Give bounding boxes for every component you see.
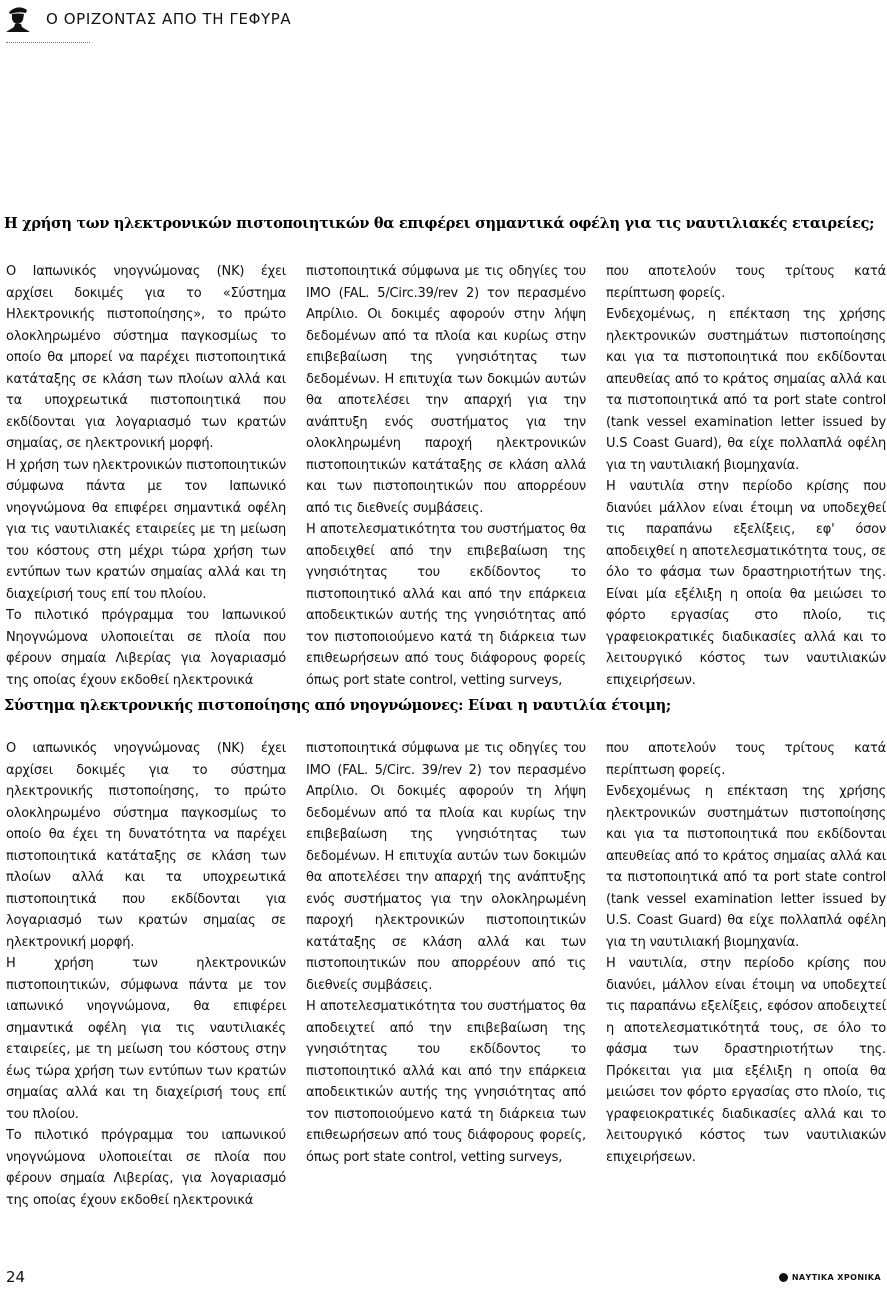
paragraph: Ο ιαπωνικός νηογνώμονας (NK) έχει αρχίσει δοκιμές για το σύστημα ηλεκτρονικής πιστοποίησης, το πρώτο ολοκληρωμένο σύστημα παγκοσμίως το οποίο θα έχει τη δυνατότητα να παρέχει πιστοποιητικά κατάταξης σε κλάση των πλοίων αλλά και τα υποχρεωτικά πιστοποιητικά που εκδίδονται για λογαριασμό των κρατών σημαίας σε ηλεκτρονική μορφή.	[6, 741, 286, 950]
footer-brand	[779, 1273, 881, 1282]
section-1-column-1	[6, 261, 286, 691]
section-1-columns	[6, 261, 886, 691]
section-2-columns	[6, 738, 886, 1211]
paragraph: Το πιλοτικό πρόγραμμα του Ιαπωνικού Νηογνώμονα υλοποιείται σε πλοία που φέρουν σημαία Λιβερίας για λογαριασμό της οποίας έχουν εκδοθεί ηλεκτρονικά	[6, 608, 286, 688]
section-2-column-2	[306, 738, 586, 1211]
captain-silhouette-icon	[6, 5, 30, 33]
paragraph: Η χρήση των ηλεκτρονικών πιστοποιητικών σύμφωνα πάντα με τον Ιαπωνικό νηογνώμονα θα επιφέρει σημαντικά οφέλη για τις ναυτιλιακές εταιρείες με τη μείωση του κόστους στη μέχρι τώρα χρήση των εντύπων των κρατών σημαίας αλλά και τη διαχείρισή τους επί του πλοίου.	[6, 457, 286, 602]
section-2-title: Σύστημα ηλεκτρονικής πιστοποίησης από νηογνώμονες: Είναι η ναυτιλία έτοιμη;	[4, 697, 671, 714]
paragraph: Η αποτελεσματικότητα του συστήματος θα αποδειχτεί από την επιβεβαίωση της γνησιότητας του εκδίδοντος το πιστοποιητικό αλλά και από την επάρκεια αποδεικτικών αυτής της γνησιότητας από τον πιστοποιούμενο κατά τη διάρκεια των επιθεωρήσεων από τους διάφορους φορείς, όπως port state control, vetting surveys,	[306, 999, 586, 1165]
paragraph: Η ναυτιλία στην περίοδο κρίσης που διανύει μάλλον είναι έτοιμη να υποδεχθεί τις παραπάνω εξελίξεις, εφ' όσον αποδειχθεί η αποτελεσματικότητα τους, σε όλο το φάσμα των δραστηριοτήτων της. Είναι μία εξέλιξη η οποία θα μειώσει το φόρτο εργασίας στο πλοίο, τις γραφειοκρατικές διαδικασίες αλλά και το λειτουργικό κόστος των ναυτιλιακών επιχειρήσεων.	[606, 479, 886, 688]
paragraph: Ενδεχομένως η επέκταση της χρήσης ηλεκτρονικών συστημάτων πιστοποίησης και για τα πιστοποιητικά που εκδίδονται απευθείας από το κράτος σημαίας αλλά και τα πιστοποιητικά από τα port state control (tank vessel examination letter issued by U.S. Coast Guard) θα είχε πολλαπλά οφέλη για τη ναυτιλιακή βιομηχανία.	[606, 784, 886, 950]
brand-name: ΝΑΥΤΙΚΑ ΧΡΟΝΙΚΑ	[791, 1273, 881, 1282]
section-2-column-3	[606, 738, 886, 1211]
paragraph: Η αποτελεσματικότητα του συστήματος θα αποδειχθεί από την επιβεβαίωση της γνησιότητας του εκδίδοντος το πιστοποιητικό αλλά και από την επάρκεια αποδεικτικών αυτής της γνησιότητας από τον πιστοποιούμενο κατά τη διάρκεια των επιθεωρήσεων από τους διάφορους φορείς όπως port state control, vetting surveys,	[306, 522, 586, 688]
section-1-column-3	[606, 261, 886, 691]
brand-dot-icon	[779, 1273, 788, 1282]
section-1-title: Η χρήση των ηλεκτρονικών πιστοποιητικών θα επιφέρει σημαντικά οφέλη για τις ναυτιλιακές εταιρείες;	[4, 215, 875, 232]
page-header	[6, 4, 291, 34]
paragraph: Ο Ιαπωνικός νηογνώμονας (ΝΚ) έχει αρχίσει δοκιμές για το «Σύστημα Ηλεκτρονικής πιστοποίησης», το πρώτο ολοκληρωμένο σύστημα παγκοσμίως το οποίο θα μπορεί να παρέχει πιστοποιητικά κατάταξης σε κλάση των πλοίων αλλά και τα υποχρεωτικά πιστοποιητικά που εκδίδονται για λογαριασμό των κρατών σημαίας, σε ηλεκτρονική μορφή.	[6, 264, 286, 451]
header-title: Ο ΟΡΙΖΟΝΤΑΣ ΑΠΟ ΤΗ ΓΕΦΥΡΑ	[46, 10, 292, 28]
section-1-column-2	[306, 261, 586, 691]
paragraph: Η ναυτιλία, στην περίοδο κρίσης που διανύει, μάλλον είναι έτοιμη να υποδεχτεί τις παραπάνω εξελίξεις, εφόσον αποδειχτεί η αποτελεσματικότητά τους, σε όλο το φάσμα των δραστηριοτήτων της. Πρόκειται για μια εξέλιξη η οποία θα μειώσει τον φόρτο εργασίας στο πλοίο, τις γραφειοκρατικές διαδικασίες αλλά και το λειτουργικό κόστος των ναυτιλιακών επιχειρήσεων.	[606, 956, 886, 1165]
section-2-column-1	[6, 738, 286, 1211]
paragraph: Η χρήση των ηλεκτρονικών πιστοποιητικών, σύμφωνα πάντα με τον ιαπωνικό νηογνώμονα, θα επιφέρει σημαντικά οφέλη για τις ναυτιλιακές εταιρείες, με τη μείωση του κόστους στην έως τώρα χρήση των εντύπων των κρατών σημαίας αλλά και τη διαχείρισή τους επί του πλοίου.	[6, 956, 286, 1122]
page-number: 24	[6, 1268, 26, 1286]
paragraph: που αποτελούν τους τρίτους κατά περίπτωση φορείς.	[606, 741, 886, 778]
paragraph: Το πιλοτικό πρόγραμμα του ιαπωνικού νηογνώμονα υλοποιείται σε πλοία που φέρουν σημαία Λιβερίας, για λογαριασμό της οποίας έχουν εκδοθεί ηλεκτρονικά	[6, 1128, 286, 1208]
paragraph: πιστοποιητικά σύμφωνα με τις οδηγίες του IMO (FAL. 5/Circ. 39/rev 2) τον περασμένο Απρίλιο. Οι δοκιμές αφορούν τη λήψη δεδομένων από τα πλοία και κυρίως την επιβεβαίωση της γνησιότητας των δεδομένων. Η επιτυχία αυτών των δοκιμών θα αποτελέσει την απαρχή της ανάπτυξης ενός συστήματος για την ολοκληρωμένη παροχή ηλεκτρονικών πιστοποιητικών κατάταξης σε κλάση αλλά και των πιστοποιητικών που απορρέουν από τις διεθνείς συμβάσεις.	[306, 741, 586, 993]
paragraph: Ενδεχομένως, η επέκταση της χρήσης ηλεκτρονικών συστημάτων πιστοποίησης και για τα πιστοποιητικά που εκδίδονται απευθείας από το κράτος σημαίας αλλά και τα πιστοποιητικά από τα port state control (tank vessel examination letter issued by U.S Coast Guard), θα είχε πολλαπλά οφέλη για τη ναυτιλιακή βιομηχανία.	[606, 307, 886, 473]
paragraph: που αποτελούν τους τρίτους κατά περίπτωση φορείς.	[606, 264, 886, 301]
paragraph: πιστοποιητικά σύμφωνα με τις οδηγίες του ΙΜΟ (FAL. 5/Circ.39/rev 2) τον περασμένο Απρίλιο. Οι δοκιμές αφορούν στην λήψη δεδομένων από τα πλοία και κυρίως στην επιβεβαίωση της γνησιότητας των δεδομένων. Η επιτυχία των δοκιμών αυτών θα αποτελέσει την απαρχή για την ανάπτυξη ενός συστήματος για την ολοκληρωμένη παροχή ηλεκτρονικών πιστοποιητικών κατάταξης σε κλάση αλλά και των πιστοποιητικών που απορρέουν από τις διεθνείς συμβάσεις.	[306, 264, 586, 516]
header-divider	[6, 42, 90, 43]
